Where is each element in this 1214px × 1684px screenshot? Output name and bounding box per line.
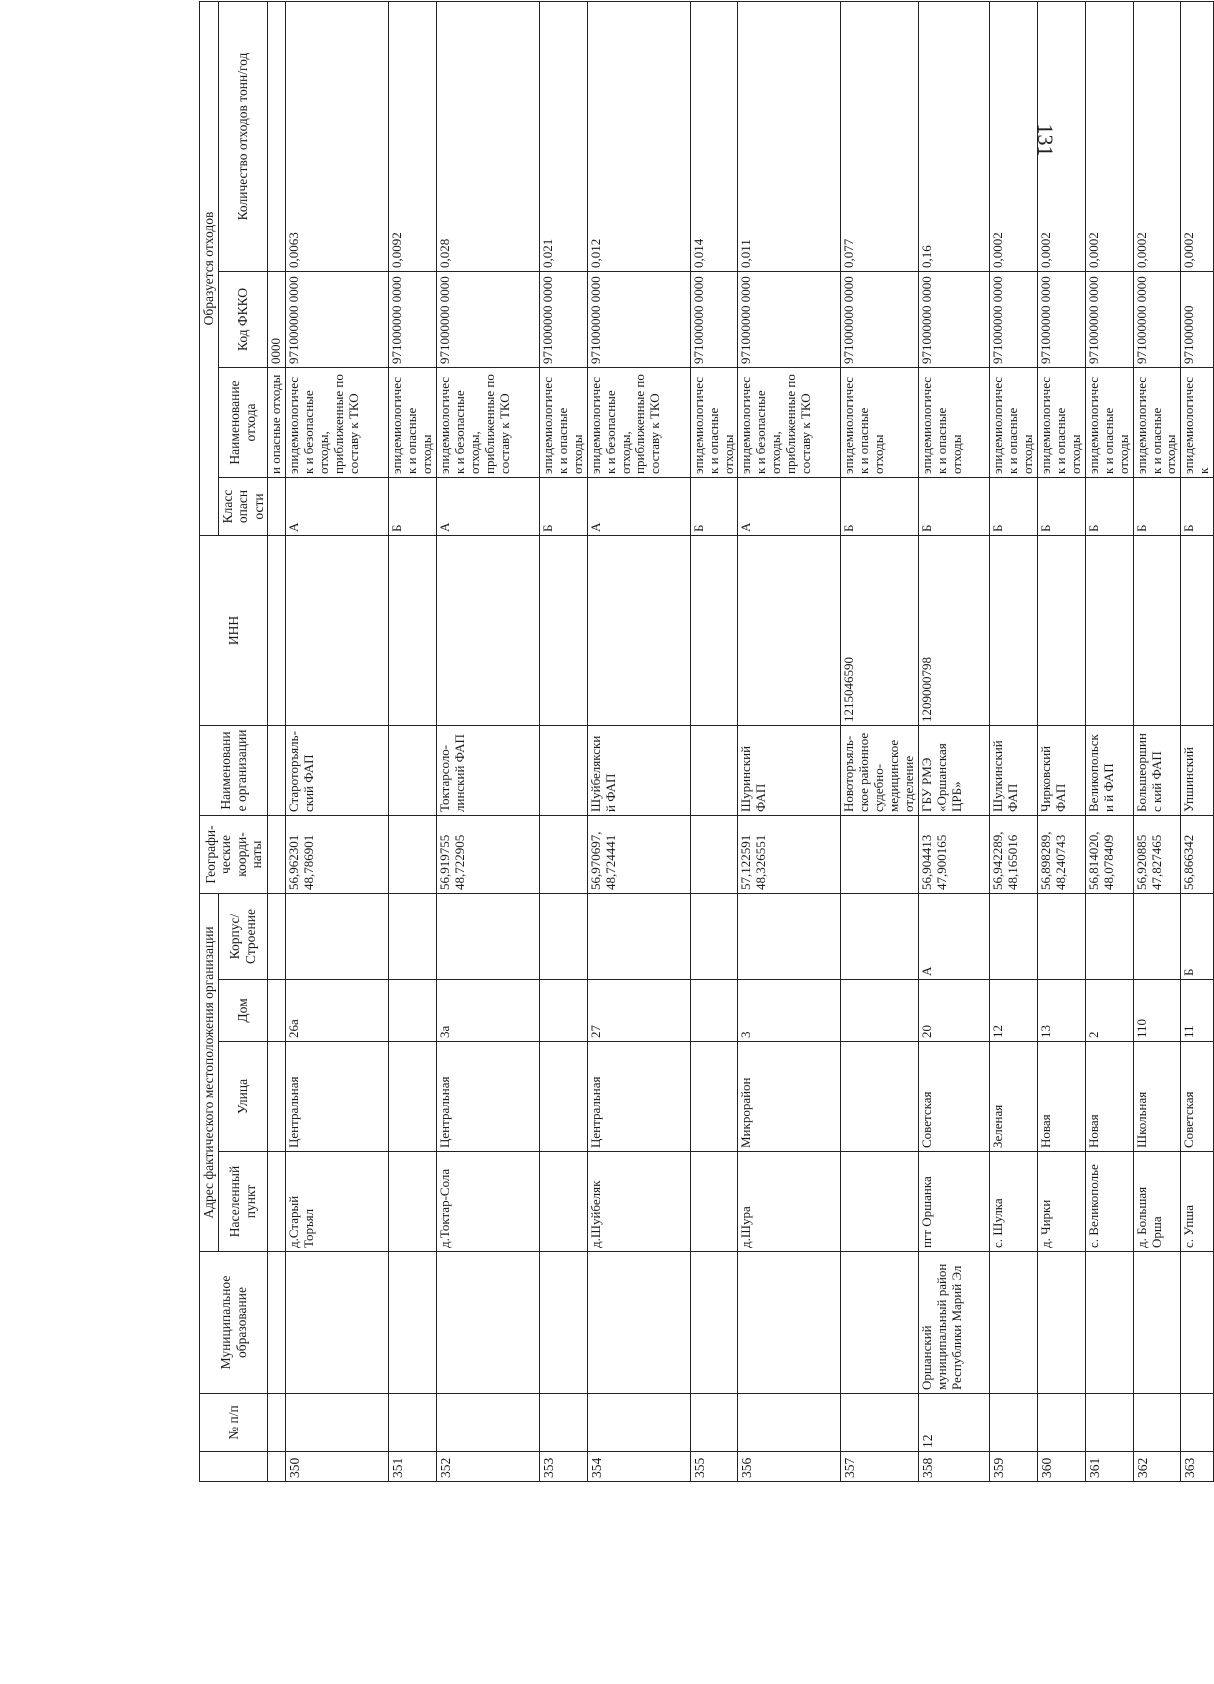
municipality-cell bbox=[990, 1252, 1038, 1394]
geo-cell bbox=[690, 816, 738, 894]
row-no bbox=[1133, 1394, 1181, 1452]
row-no bbox=[990, 1394, 1038, 1452]
org-name-cell: Чирковский ФАП bbox=[1037, 726, 1085, 816]
waste-name-cell: эпидемиологическ и опасные отходы bbox=[841, 368, 919, 478]
waste-name-cell: эпидемиологическ и безопасные отходы, приближенные по составу к ТКО bbox=[587, 368, 690, 478]
table-row bbox=[990, 2, 1038, 1482]
org-name-cell: Староторъяль-ский ФАП bbox=[286, 726, 389, 816]
header-hazard-class: Класс опасн ости bbox=[218, 478, 268, 536]
house-cell bbox=[389, 980, 437, 1042]
hazard-class-cell: Б bbox=[539, 478, 587, 536]
cell bbox=[268, 478, 286, 536]
house-cell: 3 bbox=[738, 980, 841, 1042]
settlement-cell: д. Большая Орша bbox=[1133, 1152, 1181, 1252]
row-no bbox=[1085, 1394, 1133, 1452]
table-row bbox=[286, 2, 389, 1482]
cell bbox=[268, 536, 286, 726]
inn-cell bbox=[539, 536, 587, 726]
header-municipality: Муниципальное образование bbox=[200, 1252, 268, 1394]
org-name-cell: Шуйбелякский ФАП bbox=[587, 726, 690, 816]
municipality-cell bbox=[690, 1252, 738, 1394]
cell bbox=[268, 1042, 286, 1152]
org-name-cell: Шуринский ФАП bbox=[738, 726, 841, 816]
street-cell: Центральная bbox=[286, 1042, 389, 1152]
geo-cell: 56,904413 47,900165 bbox=[919, 816, 990, 894]
municipality-cell bbox=[1085, 1252, 1133, 1394]
settlement-cell bbox=[690, 1152, 738, 1252]
header-geo: Географи-ческие коорди-наты bbox=[200, 816, 268, 894]
cell bbox=[268, 980, 286, 1042]
settlement-cell: д.Токтар-Сола bbox=[436, 1152, 539, 1252]
fkko-cell: 971000000 0000 bbox=[1037, 272, 1085, 368]
building-cell bbox=[436, 894, 539, 980]
row-index: 350 bbox=[286, 1452, 389, 1482]
house-cell: 27 bbox=[587, 980, 690, 1042]
house-cell: 26а bbox=[286, 980, 389, 1042]
row-no bbox=[286, 1394, 389, 1452]
geo-cell: 56,962301 48,786901 bbox=[286, 816, 389, 894]
quantity-cell: 0,011 bbox=[738, 2, 841, 272]
cell bbox=[268, 1394, 286, 1452]
settlement-cell: пгт Оршанка bbox=[919, 1152, 990, 1252]
cell bbox=[268, 1452, 286, 1482]
house-cell: 11 bbox=[1181, 980, 1214, 1042]
waste-name-cell: эпидемиологическ и безопасные отходы, приближенные по составу к ТКО bbox=[286, 368, 389, 478]
header-no: № п/п bbox=[200, 1394, 268, 1452]
geo-cell bbox=[841, 816, 919, 894]
org-name-cell: Новоторъяль-ское районное судебно-медицинское отделение bbox=[841, 726, 919, 816]
cell bbox=[268, 894, 286, 980]
geo-cell: 56,920885 47,827465 bbox=[1133, 816, 1181, 894]
settlement-cell bbox=[841, 1152, 919, 1252]
table-row bbox=[1037, 2, 1085, 1482]
quantity-cell: 0,0002 bbox=[1181, 2, 1214, 272]
fkko-cell: 971000000 0000 bbox=[738, 272, 841, 368]
table-row bbox=[587, 2, 690, 1482]
row-no: 12 bbox=[919, 1394, 990, 1452]
municipality-cell bbox=[1181, 1252, 1214, 1394]
table-body bbox=[268, 2, 1214, 1482]
header-street: Улица bbox=[218, 1042, 268, 1152]
building-cell: А bbox=[919, 894, 990, 980]
settlement-cell: д.Шуйбеляк bbox=[587, 1152, 690, 1252]
table-row bbox=[389, 2, 437, 1482]
row-index: 353 bbox=[539, 1452, 587, 1482]
quantity-cell: 0,012 bbox=[587, 2, 690, 272]
house-cell bbox=[539, 980, 587, 1042]
settlement-cell: д.Шура bbox=[738, 1152, 841, 1252]
inn-cell: 1209000798 bbox=[919, 536, 990, 726]
continuation-row bbox=[268, 2, 286, 1482]
waste-name-cell: эпидемиологическ bbox=[1181, 368, 1214, 478]
fkko-cell: 971000000 0000 bbox=[990, 272, 1038, 368]
street-cell bbox=[539, 1042, 587, 1152]
row-no bbox=[690, 1394, 738, 1452]
inn-cell bbox=[1181, 536, 1214, 726]
fkko-cell: 971000000 0000 bbox=[919, 272, 990, 368]
hazard-class-cell: А bbox=[587, 478, 690, 536]
waste-name-cell: эпидемиологическ и опасные отходы bbox=[539, 368, 587, 478]
geo-cell bbox=[389, 816, 437, 894]
geo-cell: 56,919755 48,722905 bbox=[436, 816, 539, 894]
fkko-cell: 971000000 0000 bbox=[1085, 272, 1133, 368]
row-index: 363 bbox=[1181, 1452, 1214, 1482]
hazard-class-cell: А bbox=[286, 478, 389, 536]
row-index: 351 bbox=[389, 1452, 437, 1482]
building-cell bbox=[286, 894, 389, 980]
geo-cell: 56,970697, 48,724441 bbox=[587, 816, 690, 894]
continuation-waste-name: и опасные отходы bbox=[268, 368, 286, 478]
table-row bbox=[690, 2, 738, 1482]
table-row bbox=[738, 2, 841, 1482]
table-header bbox=[200, 2, 268, 1482]
municipality-cell: Оршанский муниципальный район Республики Марий Эл bbox=[919, 1252, 990, 1394]
street-cell: Зеленая bbox=[990, 1042, 1038, 1152]
row-no bbox=[1181, 1394, 1214, 1452]
hazard-class-cell: Б bbox=[919, 478, 990, 536]
street-cell: Советская bbox=[1181, 1042, 1214, 1152]
hazard-class-cell: А bbox=[436, 478, 539, 536]
building-cell bbox=[690, 894, 738, 980]
building-cell bbox=[841, 894, 919, 980]
hazard-class-cell: Б bbox=[1085, 478, 1133, 536]
building-cell bbox=[1085, 894, 1133, 980]
waste-name-cell: эпидемиологическ и опасные отходы bbox=[690, 368, 738, 478]
fkko-cell: 971000000 0000 bbox=[587, 272, 690, 368]
municipality-cell bbox=[1133, 1252, 1181, 1394]
house-cell: 3а bbox=[436, 980, 539, 1042]
inn-cell bbox=[690, 536, 738, 726]
waste-name-cell: эпидемиологическ и опасные отходы bbox=[1133, 368, 1181, 478]
org-name-cell: Шулкинский ФАП bbox=[990, 726, 1038, 816]
row-index: 357 bbox=[841, 1452, 919, 1482]
house-cell: 110 bbox=[1133, 980, 1181, 1042]
street-cell bbox=[690, 1042, 738, 1152]
inn-cell bbox=[1085, 536, 1133, 726]
quantity-cell: 0,0002 bbox=[1037, 2, 1085, 272]
municipality-cell bbox=[738, 1252, 841, 1394]
building-cell bbox=[587, 894, 690, 980]
municipality-cell bbox=[587, 1252, 690, 1394]
street-cell: Новая bbox=[1037, 1042, 1085, 1152]
row-index: 359 bbox=[990, 1452, 1038, 1482]
geo-cell: 56,814020, 48,078409 bbox=[1085, 816, 1133, 894]
municipality-cell bbox=[841, 1252, 919, 1394]
header-building: Корпус/ Строение bbox=[218, 894, 268, 980]
waste-name-cell: эпидемиологическ и безопасные отходы, приближенные по составу к ТКО bbox=[436, 368, 539, 478]
org-name-cell bbox=[389, 726, 437, 816]
header-settlement: Населенный пункт bbox=[218, 1152, 268, 1252]
quantity-cell: 0,077 bbox=[841, 2, 919, 272]
inn-cell: 1215046590 bbox=[841, 536, 919, 726]
header-address-group: Адрес фактического местоположения организации bbox=[200, 894, 219, 1252]
waste-name-cell: эпидемиологическ и опасные отходы bbox=[990, 368, 1038, 478]
waste-registry-table bbox=[199, 1, 1214, 1482]
org-name-cell: Токтарсоло-линский ФАП bbox=[436, 726, 539, 816]
street-cell: Центральная bbox=[587, 1042, 690, 1152]
inn-cell bbox=[738, 536, 841, 726]
fkko-cell: 971000000 0000 bbox=[841, 272, 919, 368]
cell bbox=[268, 2, 286, 272]
house-cell bbox=[841, 980, 919, 1042]
hazard-class-cell: А bbox=[738, 478, 841, 536]
org-name-cell: Упшинский bbox=[1181, 726, 1214, 816]
fkko-cell: 971000000 0000 bbox=[436, 272, 539, 368]
org-name-cell: Великопольски й ФАП bbox=[1085, 726, 1133, 816]
cell bbox=[268, 816, 286, 894]
waste-name-cell: эпидемиологическ и опасные отходы bbox=[919, 368, 990, 478]
waste-name-cell: эпидемиологическ и опасные отходы bbox=[1085, 368, 1133, 478]
hazard-class-cell: Б bbox=[841, 478, 919, 536]
inn-cell bbox=[1133, 536, 1181, 726]
table-row bbox=[1085, 2, 1133, 1482]
fkko-cell: 971000000 bbox=[1181, 272, 1214, 368]
geo-cell: 56,942289, 48,165016 bbox=[990, 816, 1038, 894]
municipality-cell bbox=[539, 1252, 587, 1394]
house-cell: 20 bbox=[919, 980, 990, 1042]
settlement-cell: с. Упша bbox=[1181, 1152, 1214, 1252]
header-waste-group: Образуется отходов bbox=[200, 2, 219, 536]
org-name-cell bbox=[690, 726, 738, 816]
row-no bbox=[587, 1394, 690, 1452]
house-cell bbox=[690, 980, 738, 1042]
quantity-cell: 0,0002 bbox=[1085, 2, 1133, 272]
header-quantity: Количество отходов тонн/год bbox=[218, 2, 268, 272]
hazard-class-cell: Б bbox=[990, 478, 1038, 536]
waste-name-cell: эпидемиологическ и опасные отходы bbox=[389, 368, 437, 478]
page-number: 131 bbox=[1033, 123, 1058, 157]
street-cell bbox=[841, 1042, 919, 1152]
row-index: 355 bbox=[690, 1452, 738, 1482]
header-org-name: Наименование организации bbox=[200, 726, 268, 816]
org-name-cell bbox=[539, 726, 587, 816]
quantity-cell: 0,0002 bbox=[990, 2, 1038, 272]
municipality-cell bbox=[286, 1252, 389, 1394]
continuation-fkko: 0000 bbox=[268, 272, 286, 368]
org-name-cell: ГБУ РМЭ «Оршанская ЦРБ» bbox=[919, 726, 990, 816]
waste-name-cell: эпидемиологическ и опасные отходы bbox=[1037, 368, 1085, 478]
quantity-cell: 0,0063 bbox=[286, 2, 389, 272]
street-cell: Школьная bbox=[1133, 1042, 1181, 1152]
org-name-cell: Большеоршинс кий ФАП bbox=[1133, 726, 1181, 816]
row-no bbox=[389, 1394, 437, 1452]
row-index: 361 bbox=[1085, 1452, 1133, 1482]
row-index: 352 bbox=[436, 1452, 539, 1482]
table-row bbox=[539, 2, 587, 1482]
building-cell bbox=[1133, 894, 1181, 980]
rotated-table-container bbox=[199, 2, 1212, 1482]
geo-cell: 56,898289, 48,240743 bbox=[1037, 816, 1085, 894]
header-inn: ИНН bbox=[200, 536, 268, 726]
settlement-cell: д. Чирки bbox=[1037, 1152, 1085, 1252]
fkko-cell: 971000000 0000 bbox=[690, 272, 738, 368]
building-cell bbox=[539, 894, 587, 980]
building-cell bbox=[1037, 894, 1085, 980]
table-row bbox=[1181, 2, 1214, 1482]
building-cell bbox=[990, 894, 1038, 980]
house-cell: 2 bbox=[1085, 980, 1133, 1042]
row-index: 362 bbox=[1133, 1452, 1181, 1482]
settlement-cell: д.Старый Торъял bbox=[286, 1152, 389, 1252]
building-cell: Б bbox=[1181, 894, 1214, 980]
inn-cell bbox=[286, 536, 389, 726]
house-cell: 12 bbox=[990, 980, 1038, 1042]
header-house: Дом bbox=[218, 980, 268, 1042]
building-cell bbox=[738, 894, 841, 980]
geo-cell: 56,866342 bbox=[1181, 816, 1214, 894]
building-cell bbox=[389, 894, 437, 980]
hazard-class-cell: Б bbox=[1133, 478, 1181, 536]
table-row bbox=[436, 2, 539, 1482]
inn-cell bbox=[990, 536, 1038, 726]
row-no bbox=[841, 1394, 919, 1452]
header-fkko: Код ФККО bbox=[218, 272, 268, 368]
municipality-cell bbox=[389, 1252, 437, 1394]
geo-cell bbox=[539, 816, 587, 894]
inn-cell bbox=[436, 536, 539, 726]
quantity-cell: 0,021 bbox=[539, 2, 587, 272]
hazard-class-cell: Б bbox=[690, 478, 738, 536]
street-cell: Центральная bbox=[436, 1042, 539, 1152]
table-row bbox=[1133, 2, 1181, 1482]
fkko-cell: 971000000 0000 bbox=[1133, 272, 1181, 368]
street-cell bbox=[389, 1042, 437, 1152]
quantity-cell: 0,16 bbox=[919, 2, 990, 272]
settlement-cell bbox=[389, 1152, 437, 1252]
row-no bbox=[738, 1394, 841, 1452]
street-cell: Микрорайон bbox=[738, 1042, 841, 1152]
municipality-cell bbox=[1037, 1252, 1085, 1394]
quantity-cell: 0,0092 bbox=[389, 2, 437, 272]
hazard-class-cell: Б bbox=[389, 478, 437, 536]
settlement-cell: с. Великополье bbox=[1085, 1152, 1133, 1252]
settlement-cell bbox=[539, 1152, 587, 1252]
quantity-cell: 0,028 bbox=[436, 2, 539, 272]
inn-cell bbox=[389, 536, 437, 726]
row-index: 356 bbox=[738, 1452, 841, 1482]
house-cell: 13 bbox=[1037, 980, 1085, 1042]
hazard-class-cell: Б bbox=[1181, 478, 1214, 536]
street-cell: Новая bbox=[1085, 1042, 1133, 1152]
hazard-class-cell: Б bbox=[1037, 478, 1085, 536]
row-index: 358 bbox=[919, 1452, 990, 1482]
table-row bbox=[919, 2, 990, 1482]
geo-cell: 57,122591 48,326551 bbox=[738, 816, 841, 894]
quantity-cell: 0,014 bbox=[690, 2, 738, 272]
header-row-index bbox=[200, 1452, 268, 1482]
row-no bbox=[1037, 1394, 1085, 1452]
settlement-cell: с. Шулка bbox=[990, 1152, 1038, 1252]
cell bbox=[268, 1152, 286, 1252]
municipality-cell bbox=[436, 1252, 539, 1394]
quantity-cell: 0,0002 bbox=[1133, 2, 1181, 272]
header-waste-name: Наименование отхода bbox=[218, 368, 268, 478]
row-no bbox=[436, 1394, 539, 1452]
inn-cell bbox=[1037, 536, 1085, 726]
fkko-cell: 971000000 0000 bbox=[539, 272, 587, 368]
cell bbox=[268, 726, 286, 816]
street-cell: Советская bbox=[919, 1042, 990, 1152]
row-no bbox=[539, 1394, 587, 1452]
waste-name-cell: эпидемиологическ и безопасные отходы, приближенные по составу к ТКО bbox=[738, 368, 841, 478]
inn-cell bbox=[587, 536, 690, 726]
table-row bbox=[841, 2, 919, 1482]
fkko-cell: 971000000 0000 bbox=[389, 272, 437, 368]
row-index: 360 bbox=[1037, 1452, 1085, 1482]
fkko-cell: 971000000 0000 bbox=[286, 272, 389, 368]
cell bbox=[268, 1252, 286, 1394]
row-index: 354 bbox=[587, 1452, 690, 1482]
